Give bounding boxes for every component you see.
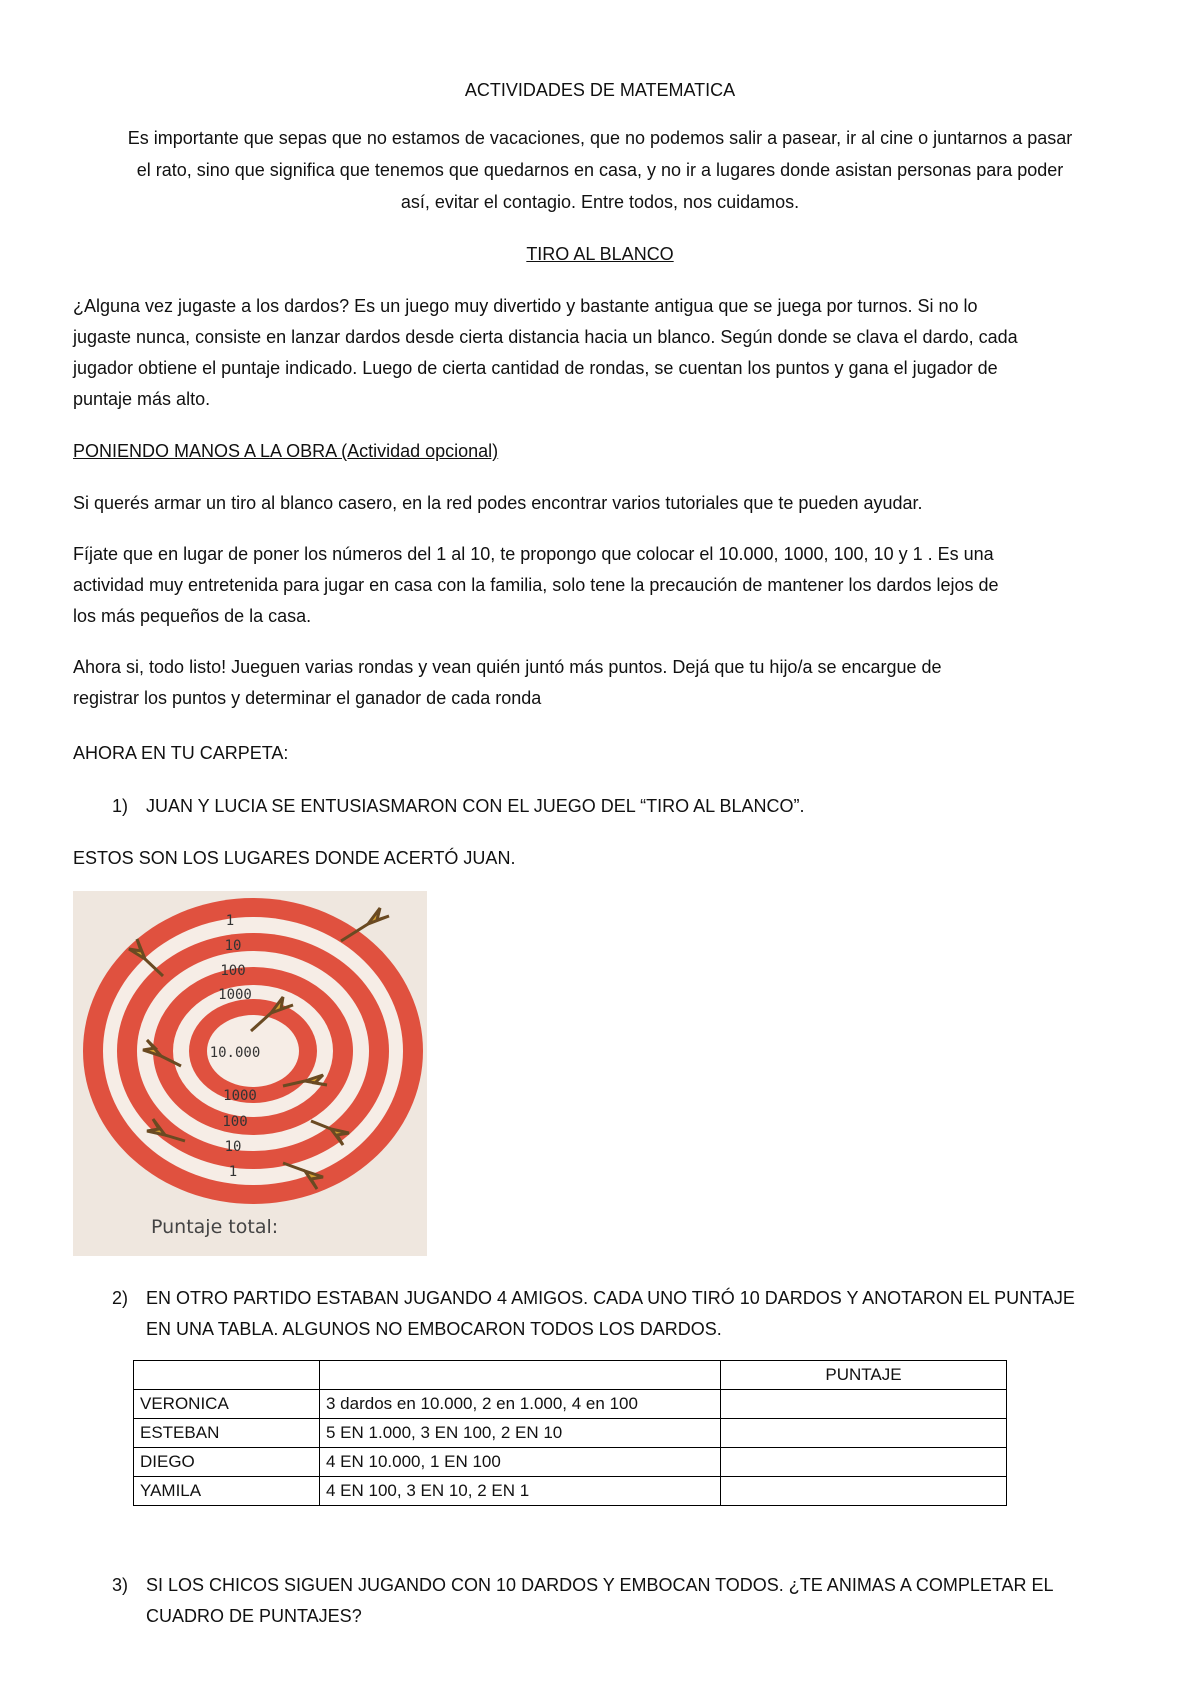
question-line: SI LOS CHICOS SIGUEN JUGANDO CON 10 DARDOS Y EMBOCAN TODOS. ¿TE ANIMAS A COMPLETAR EL	[146, 1575, 1054, 1595]
darts-cell: 3 dardos en 10.000, 2 en 1.000, 4 en 100	[320, 1390, 721, 1419]
question-line: EN UNA TABLA. ALGUNOS NO EMBOCARON TODOS LOS DARDOS.	[146, 1319, 722, 1339]
darts-cell: 5 EN 1.000, 3 EN 100, 2 EN 10	[320, 1419, 721, 1448]
optional-heading: PONIENDO MANOS A LA OBRA (Actividad opcional)	[73, 441, 499, 461]
intro-line: Es importante que sepas que no estamos de vacaciones, que no podemos salir a pasear, ir al cine o juntarnos a pasar	[127, 128, 1073, 148]
question-1	[112, 791, 1112, 822]
question-2	[112, 1283, 1142, 1345]
question-line: EN OTRO PARTIDO ESTABAN JUGANDO 4 AMIGOS. CADA UNO TIRÓ 10 DARDOS Y ANOTARON EL PUNTAJE	[146, 1288, 1075, 1308]
question-number: 3)	[112, 1575, 129, 1595]
paragraph-line: jugaste nunca, consiste en lanzar dardos desde cierta distancia hacia un blanco. Según donde se clava el dardo, cada	[73, 327, 1018, 347]
darts-cell: 4 EN 10.000, 1 EN 100	[320, 1448, 721, 1477]
optional-text: Si querés armar un tiro al blanco casero, en la red podes encontrar varios tutoriales que te pueden ayudar.	[73, 493, 923, 513]
juan-text: ESTOS SON LOS LUGARES DONDE ACERTÓ JUAN.	[73, 848, 516, 868]
player-name-cell: VERONICA	[134, 1390, 320, 1419]
ring-label: 1	[228, 1164, 238, 1180]
total-score-label: Puntaje total:	[151, 1216, 279, 1238]
table-header-cell	[320, 1361, 721, 1390]
score-table	[133, 1360, 1007, 1506]
table-row	[134, 1390, 1007, 1419]
player-name-cell: DIEGO	[134, 1448, 320, 1477]
player-name-cell: YAMILA	[134, 1477, 320, 1506]
paragraph-line: los más pequeños de la casa.	[73, 606, 312, 626]
intro-paragraph	[60, 122, 1140, 218]
question-text	[146, 1283, 1146, 1345]
paragraph-line: Fíjate que en lugar de poner los números del 1 al 10, te propongo que colocar el 10.000, 1000, 100, 10 y 1 . Es una	[73, 544, 994, 564]
question-text	[146, 1570, 1146, 1632]
ring-label: 10	[224, 1139, 242, 1155]
question-number: 2)	[112, 1288, 129, 1308]
ready-paragraph	[73, 652, 1133, 714]
darts-cell: 4 EN 100, 3 EN 10, 2 EN 1	[320, 1477, 721, 1506]
darts-paragraph	[73, 291, 1133, 415]
ring-label: 1	[225, 913, 235, 929]
ring-label: 1000	[223, 1088, 257, 1104]
folder-heading: AHORA EN TU CARPETA:	[73, 743, 289, 763]
paragraph-line: jugador obtiene el puntaje indicado. Luego de cierta cantidad de rondas, se cuentan los puntos y gana el jugador de	[73, 358, 998, 378]
question-line: CUADRO DE PUNTAJES?	[146, 1606, 362, 1626]
section-title: TIRO AL BLANCO	[526, 244, 674, 264]
ring-label: 1000	[218, 987, 252, 1003]
table-header-cell	[134, 1361, 320, 1390]
paragraph-line: actividad muy entretenida para jugar en casa con la familia, solo tene la precaución de mantener los dardos lejos de	[73, 575, 999, 595]
dart-target-image	[73, 891, 427, 1256]
page-title: ACTIVIDADES DE MATEMATICA	[464, 80, 736, 100]
intro-line: así, evitar el contagio. Entre todos, nos cuidamos.	[400, 192, 800, 212]
center-label: 10.000	[209, 1045, 261, 1061]
numbers-paragraph	[73, 539, 1133, 632]
question-3	[112, 1570, 1142, 1632]
question-number: 1)	[112, 796, 129, 816]
ring-label: 10	[224, 938, 242, 954]
table-row	[134, 1477, 1007, 1506]
score-cell[interactable]	[721, 1477, 1007, 1506]
ring-label: 100	[222, 1114, 248, 1130]
paragraph-line: ¿Alguna vez jugaste a los dardos? Es un juego muy divertido y bastante antigua que se juega por turnos. Si no lo	[73, 296, 978, 316]
table-row	[134, 1419, 1007, 1448]
paragraph-line: registrar los puntos y determinar el ganador de cada ronda	[73, 688, 542, 708]
intro-line: el rato, sino que significa que tenemos que quedarnos en casa, y no ir a lugares donde asistan personas para poder	[136, 160, 1064, 180]
ring-label: 100	[220, 963, 246, 979]
table-row	[134, 1448, 1007, 1477]
player-name-cell: ESTEBAN	[134, 1419, 320, 1448]
score-cell[interactable]	[721, 1390, 1007, 1419]
table-header-row	[134, 1361, 1007, 1390]
question-text: JUAN Y LUCIA SE ENTUSIASMARON CON EL JUEGO DEL “TIRO AL BLANCO”.	[146, 796, 805, 816]
paragraph-line: Ahora si, todo listo! Jueguen varias rondas y vean quién juntó más puntos. Dejá que tu hijo/a se encargue de	[73, 657, 942, 677]
score-cell[interactable]	[721, 1448, 1007, 1477]
paragraph-line: puntaje más alto.	[73, 389, 211, 409]
table-header-puntaje: PUNTAJE	[721, 1361, 1007, 1390]
score-cell[interactable]	[721, 1419, 1007, 1448]
